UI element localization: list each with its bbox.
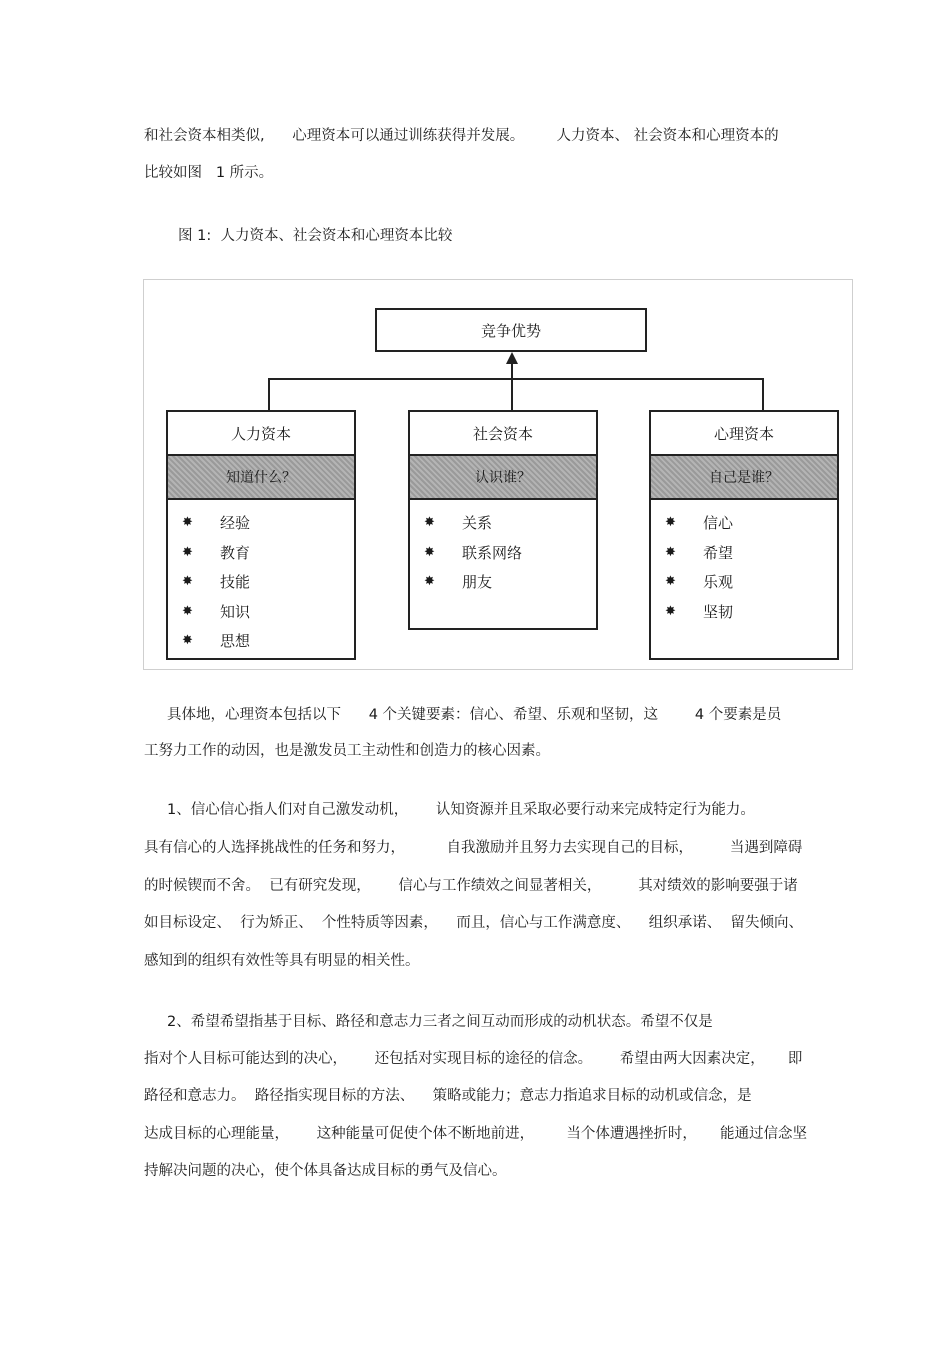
connector-drop-3 — [762, 378, 764, 410]
body-line: 指对个人目标可能达到的决心， 还包括对实现目标的途径的信念。 希望由两大因素决定， 即 — [144, 1051, 803, 1067]
psychological-capital-box — [649, 410, 839, 660]
body-line: 达成目标的心理能量， 这种能量可促使个体不断地前进， 当个体遭遇挫折时， 能通过信念坚 — [144, 1126, 807, 1142]
body-line: 持解决问题的决心，使个体具备达成目标的勇气及信心。 — [144, 1163, 507, 1179]
list-item: ✸ 朋友 — [424, 573, 493, 592]
intro-line-2: 比较如图 1 所示。 — [144, 165, 274, 181]
list-item: ✸ 关系 — [424, 514, 493, 533]
human-capital-box — [166, 410, 356, 660]
bullet-icon: ✸ — [665, 574, 676, 590]
body-line: 如目标设定、 行为矫正、 个性特质等因素， 而且，信心与工作满意度、 组织承诺、 留失倾向、 — [144, 915, 804, 931]
bullet-icon: ✸ — [424, 544, 435, 560]
bullet-icon: ✸ — [182, 544, 193, 560]
bullet-icon: ✸ — [424, 574, 435, 590]
connector-drop-2 — [511, 378, 513, 410]
social-capital-box — [408, 410, 598, 630]
body-line: 具体地，心理资本包括以下 4 个关键要素：信心、希望、乐观和坚韧，这 4 个要素是员 — [144, 707, 782, 723]
list-item: ✸ 信心 — [665, 514, 734, 533]
list-item: ✸ 乐观 — [665, 573, 734, 592]
intro-line-1: 和社会资本相类似, 心理资本可以通过训练获得并发展。 人力资本、 社会资本和心理资本的 — [144, 128, 779, 144]
list-item: ✸ 坚韧 — [665, 602, 734, 621]
bullet-icon: ✸ — [665, 603, 676, 619]
figure-caption: 图 1: 人力资本、社会资本和心理资本比较 — [178, 228, 453, 244]
list-item: ✸ 技能 — [182, 573, 251, 592]
bullet-icon: ✸ — [665, 515, 676, 531]
column-title: 社会资本 — [410, 412, 596, 456]
list-item: ✸ 知识 — [182, 602, 251, 621]
bullet-icon: ✸ — [182, 603, 193, 619]
column-title: 人力资本 — [168, 412, 354, 456]
connector-horizontal — [268, 378, 764, 380]
list-item: ✸ 思想 — [182, 632, 251, 651]
body-line: 的时候锲而不舍。 已有研究发现， 信心与工作绩效之间显著相关， 其对绩效的影响要强于诸 — [144, 878, 798, 894]
body-line: 具有信心的人选择挑战性的任务和努力， 自我激励并且努力去实现自己的目标， 当遇到障碍 — [144, 840, 803, 856]
column-title: 心理资本 — [651, 412, 837, 456]
list-item: ✸ 经验 — [182, 514, 251, 533]
connector-vertical — [511, 360, 513, 380]
list-item: ✸ 教育 — [182, 543, 251, 562]
body-line: 1、信心信心指人们对自己激发动机， 认知资源并且采取必要行动来完成特定行为能力。 — [144, 802, 755, 818]
bullet-icon: ✸ — [424, 515, 435, 531]
competitive-advantage-box: 竞争优势 — [375, 308, 647, 352]
bullet-icon: ✸ — [182, 633, 193, 649]
body-line: 2、希望希望指基于目标、路径和意志力三者之间互动而形成的动机状态。希望不仅是 — [144, 1014, 713, 1030]
list-item: ✸ 联系网络 — [424, 543, 523, 562]
bullet-icon: ✸ — [182, 515, 193, 531]
column-question: 认识谁？ — [410, 456, 596, 500]
connector-drop-1 — [268, 378, 270, 410]
list-item: ✸ 希望 — [665, 543, 734, 562]
capital-comparison-diagram — [143, 279, 853, 670]
body-line: 感知到的组织有效性等具有明显的相关性。 — [144, 953, 420, 969]
body-line: 工努力工作的动因，也是激发员工主动性和创造力的核心因素。 — [144, 743, 550, 759]
column-question: 知道什么？ — [168, 456, 354, 500]
bullet-icon: ✸ — [182, 574, 193, 590]
body-line: 路径和意志力。 路径指实现目标的方法、 策略或能力；意志力指追求目标的动机或信念，是 — [144, 1088, 752, 1104]
bullet-icon: ✸ — [665, 544, 676, 560]
column-question: 自己是谁？ — [651, 456, 837, 500]
